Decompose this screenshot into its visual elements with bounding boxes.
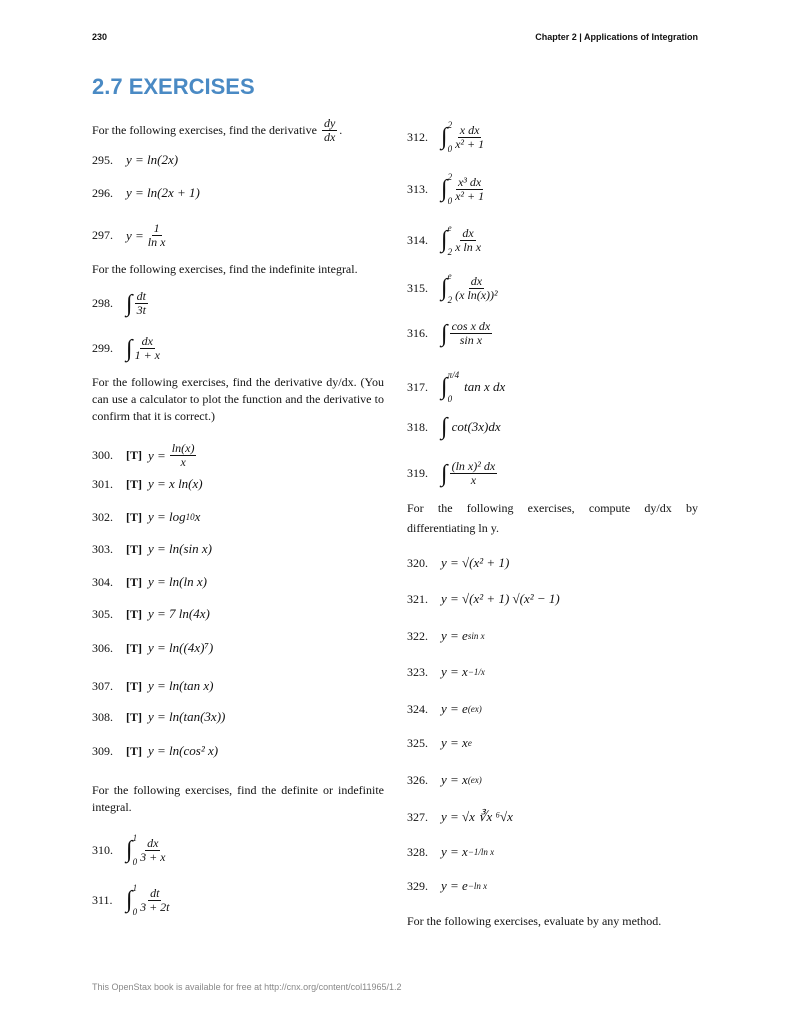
expr-text: y = ln(tan(3x)) xyxy=(148,709,226,724)
denominator: ln x xyxy=(147,235,166,249)
exercise-number: 319. xyxy=(407,466,428,480)
integral-sign-icon: ∫ xyxy=(441,176,448,202)
expr-text: y = √(x² + 1) √(x² − 1) xyxy=(441,591,560,606)
math-expression xyxy=(441,415,501,439)
footer-text: This OpenStax book is available for free at http://cnx.org/content/col11965/1.2 xyxy=(92,982,402,992)
expr-prefix: y = log xyxy=(148,509,186,524)
numerator: x³ dx xyxy=(457,174,482,189)
expr-base: y = x xyxy=(441,844,468,859)
intro-derivative: For the following exercises, find the derivative $\frac{dy}{dx}$ . xyxy=(92,116,343,144)
exercise-item xyxy=(92,678,213,694)
fraction xyxy=(455,227,481,254)
denominator: 3t xyxy=(136,303,146,317)
fraction xyxy=(135,335,160,362)
math-expression xyxy=(441,555,509,571)
denominator: 1 + x xyxy=(134,348,161,362)
integral xyxy=(441,370,505,404)
exercise-number: 317. xyxy=(407,379,428,394)
tech-tag: [T] xyxy=(126,541,142,556)
math-expression xyxy=(441,460,499,487)
lower-limit: 2 xyxy=(447,295,453,305)
math-expression xyxy=(441,772,482,788)
numerator: dt xyxy=(150,885,160,900)
upper-limit: 1 xyxy=(132,883,138,893)
math-expression xyxy=(148,574,207,590)
expr-text: y = ln(2x + 1) xyxy=(126,185,200,200)
exercise-item xyxy=(92,185,200,201)
tech-tag: [T] xyxy=(126,709,142,724)
exercise-number: 314. xyxy=(407,232,428,247)
exponent: −1/ln x xyxy=(467,847,495,857)
upper-limit: 2 xyxy=(447,172,453,182)
fraction xyxy=(140,837,165,864)
fraction xyxy=(455,124,484,151)
exercise-number: 302. xyxy=(92,509,113,524)
integral-limits xyxy=(448,370,460,404)
exercise-item xyxy=(92,152,178,168)
integral xyxy=(126,833,168,867)
fraction xyxy=(455,275,498,302)
exercise-item xyxy=(92,833,168,867)
math-expression xyxy=(148,678,213,694)
upper-limit: π/4 xyxy=(447,370,460,380)
tech-tag: [T] xyxy=(126,606,142,621)
exercise-item xyxy=(92,509,200,525)
exercise-number: 321. xyxy=(407,591,428,606)
lower-limit: 0 xyxy=(447,144,453,154)
math-expression xyxy=(441,271,500,305)
expr-text: y = ln(tan x) xyxy=(148,678,214,693)
tech-tag: [T] xyxy=(126,574,142,589)
exercise-item xyxy=(407,223,483,257)
upper-limit: 2 xyxy=(447,120,453,130)
upper-limit: e xyxy=(447,223,452,233)
lower-limit: 0 xyxy=(132,857,138,867)
numerator: dx xyxy=(147,835,159,850)
exercise-item xyxy=(407,809,513,825)
integral-sign-icon: ∫ xyxy=(441,275,448,301)
math-expression xyxy=(126,290,150,317)
integral xyxy=(441,172,486,206)
exercise-item xyxy=(407,460,499,487)
exercise-number: 326. xyxy=(407,772,428,787)
expr-text: y = √x ∛x ⁶√x xyxy=(441,809,513,824)
integral-sign-icon: ∫ xyxy=(441,124,448,150)
integral xyxy=(126,290,150,317)
exercise-item xyxy=(407,120,486,154)
exercise-number: 299. xyxy=(92,341,113,355)
exercise-item xyxy=(92,574,207,590)
expr-base: y = x xyxy=(441,772,468,787)
integral xyxy=(441,415,501,439)
integral-sign-icon: ∫ xyxy=(126,887,133,913)
expr-base: y = x xyxy=(441,664,468,679)
exercise-item xyxy=(407,370,505,404)
exercise-item xyxy=(92,290,150,317)
tech-tag: [T] xyxy=(126,476,142,491)
expr-prefix: y = xyxy=(148,447,166,463)
expr-base: y = e xyxy=(441,628,468,643)
expr-suffix: x xyxy=(194,509,201,524)
integral-sign-icon: ∫ xyxy=(126,837,133,863)
exercise-number: 298. xyxy=(92,296,113,310)
exercise-item xyxy=(407,735,472,751)
math-expression xyxy=(441,628,485,644)
chapter-header: Chapter 2 | Applications of Integration xyxy=(535,32,698,42)
denominator: x ln x xyxy=(455,239,482,254)
exercise-number: 309. xyxy=(92,743,113,758)
math-expression xyxy=(441,223,483,257)
exercise-number: 327. xyxy=(407,809,428,824)
math-expression xyxy=(441,701,482,717)
exercise-number: 297. xyxy=(92,228,113,242)
dy-dx-fraction xyxy=(322,117,337,144)
numerator: x dx xyxy=(459,122,480,137)
exercise-number: 328. xyxy=(407,844,428,859)
intro-indefinite: For the following exercises, find the indefinite integral. xyxy=(92,262,358,276)
numerator: dx xyxy=(462,225,474,240)
tech-tag: [T] xyxy=(126,448,142,462)
exercise-number: 311. xyxy=(92,892,113,907)
intro-log-diff: For the following exercises, compute dy/dx by differentiating ln y. xyxy=(407,501,698,535)
exercise-item xyxy=(407,415,501,439)
integral-limits xyxy=(448,223,453,257)
lower-limit: 2 xyxy=(447,247,453,257)
exercise-number: 310. xyxy=(92,842,113,857)
exponent: −ln x xyxy=(467,881,488,891)
expr-base: y = x xyxy=(441,735,468,750)
math-expression xyxy=(126,152,178,168)
intro-calculator: For the following exercises, find the derivative dy/dx. (You can use a calculator to plot the function and the derivative to confirm that it is correct.) xyxy=(92,375,384,423)
math-expression xyxy=(148,476,203,492)
exercise-item xyxy=(92,606,210,622)
math-expression xyxy=(148,709,225,725)
exercise-number: 303. xyxy=(92,541,113,556)
page-number: 230 xyxy=(92,32,108,42)
integral-sign-icon: ∫ xyxy=(441,320,448,347)
exercise-item xyxy=(407,878,487,894)
integrand: tan x dx xyxy=(464,379,506,394)
tech-tag: [T] xyxy=(126,640,142,655)
numerator: dy xyxy=(323,116,336,130)
math-expression xyxy=(148,743,218,759)
expr-text: y = ln(ln x) xyxy=(148,574,207,589)
expr-text: y = x ln(x) xyxy=(148,476,203,491)
integral-sign-icon: ∫ xyxy=(126,335,133,362)
exercise-item xyxy=(92,222,167,249)
lower-limit: 0 xyxy=(447,196,453,206)
exercise-number: 320. xyxy=(407,555,428,570)
fraction xyxy=(135,290,148,317)
integrand: cot(3x)dx xyxy=(451,419,501,434)
fraction xyxy=(148,222,166,249)
exercise-item xyxy=(407,271,500,305)
exercise-number: 325. xyxy=(407,735,428,750)
exercise-number: 315. xyxy=(407,280,428,295)
integral-sign-icon: ∫ xyxy=(126,290,133,317)
integral-limits xyxy=(133,883,138,917)
lower-limit: 0 xyxy=(132,907,138,917)
exponent: −1/x xyxy=(467,667,485,677)
exercise-number: 307. xyxy=(92,678,113,693)
math-expression xyxy=(441,809,513,825)
expr-text: y = ln(cos² x) xyxy=(148,743,219,758)
exercise-item xyxy=(92,640,213,656)
exercise-number: 313. xyxy=(407,181,428,196)
numerator: 1 xyxy=(153,221,160,235)
denominator: x² + 1 xyxy=(455,188,485,203)
denominator: x xyxy=(180,455,186,469)
exponent: (ex) xyxy=(467,775,482,785)
numerator: cos x dx xyxy=(451,319,491,333)
denominator: x xyxy=(470,473,477,487)
exercise-item xyxy=(407,628,485,644)
integral-limits xyxy=(448,120,453,154)
math-expression xyxy=(126,883,172,917)
numerator: ln(x) xyxy=(171,441,195,455)
fraction xyxy=(450,460,498,487)
exercise-number: 305. xyxy=(92,606,113,621)
math-expression xyxy=(126,335,162,362)
exercise-item xyxy=(407,701,482,717)
exercise-item xyxy=(407,664,485,680)
exercise-item xyxy=(92,883,172,917)
integral xyxy=(441,223,483,257)
math-expression xyxy=(126,833,168,867)
exercise-item xyxy=(407,172,486,206)
exercise-number: 329. xyxy=(407,878,428,893)
exercise-item xyxy=(407,844,494,860)
integral-limits xyxy=(133,833,138,867)
denominator: 3 + 2t xyxy=(140,899,170,914)
numerator: dt xyxy=(136,289,146,303)
exercise-number: 308. xyxy=(92,709,113,724)
exercise-item xyxy=(92,476,203,492)
denominator: sin x xyxy=(459,333,483,347)
integral-limits xyxy=(448,271,453,305)
upper-limit: e xyxy=(447,271,452,281)
exercise-item xyxy=(407,772,482,788)
expr-text: y = √(x² + 1) xyxy=(441,555,510,570)
fraction xyxy=(170,442,197,469)
lower-limit: 0 xyxy=(447,394,453,404)
exercise-number: 316. xyxy=(407,326,428,340)
exercise-item xyxy=(407,591,560,607)
math-expression xyxy=(126,185,200,201)
exercise-item xyxy=(92,743,218,759)
math-expression xyxy=(441,172,486,206)
math-expression xyxy=(148,541,212,557)
exercise-number: 324. xyxy=(407,701,428,716)
denominator: dx xyxy=(323,130,336,144)
exercise-number: 301. xyxy=(92,476,113,491)
exercise-item xyxy=(92,709,225,725)
exercise-number: 295. xyxy=(92,152,113,167)
math-expression xyxy=(148,509,200,525)
exercise-number: 318. xyxy=(407,419,428,434)
exercise-number: 300. xyxy=(92,448,113,462)
math-expression xyxy=(441,370,505,404)
integral xyxy=(441,460,499,487)
expr-prefix: y = xyxy=(126,227,144,243)
exercise-number: 322. xyxy=(407,628,428,643)
integral xyxy=(441,271,500,305)
subscript: 10 xyxy=(185,512,195,522)
exponent: sin x xyxy=(467,631,485,641)
section-title: 2.7 EXERCISES xyxy=(92,74,255,99)
expr-base: y = e xyxy=(441,701,468,716)
tech-tag: [T] xyxy=(126,509,142,524)
exercise-item xyxy=(407,555,509,571)
math-expression xyxy=(148,606,210,622)
math-expression xyxy=(441,591,560,607)
integral-sign-icon: ∫ xyxy=(441,414,448,440)
math-expression xyxy=(441,120,486,154)
math-expression xyxy=(441,664,485,680)
exercise-item xyxy=(92,335,162,362)
intro-evaluate: For the following exercises, evaluate by any method. xyxy=(407,914,662,928)
intro-definite: For the following exercises, find the definite or indefinite integral. xyxy=(92,783,384,814)
exercise-item xyxy=(92,442,198,469)
tech-tag: [T] xyxy=(126,678,142,693)
exercise-item xyxy=(92,541,212,557)
expr-base: y = e xyxy=(441,878,468,893)
exponent: (ex) xyxy=(467,704,482,714)
expr-text: y = ln(sin x) xyxy=(148,541,213,556)
integral-sign-icon: ∫ xyxy=(441,460,448,487)
denominator: 3 + x xyxy=(140,849,166,864)
integral xyxy=(441,120,486,154)
tech-tag: [T] xyxy=(126,743,142,758)
denominator: (x ln(x))² xyxy=(455,287,498,302)
integral-sign-icon: ∫ xyxy=(441,227,448,253)
integral xyxy=(126,883,172,917)
integral xyxy=(126,335,162,362)
expr-text: y = ln((4x)⁷) xyxy=(148,640,214,655)
exercise-number: 323. xyxy=(407,664,428,679)
exercise-number: 304. xyxy=(92,574,113,589)
numerator: dx xyxy=(470,273,483,288)
exercise-item xyxy=(407,320,494,347)
math-expression xyxy=(148,640,213,656)
fraction xyxy=(455,176,484,203)
integral xyxy=(441,320,494,347)
math-expression xyxy=(441,735,472,751)
math-expression xyxy=(441,878,487,894)
fraction xyxy=(140,887,169,914)
fraction xyxy=(450,320,493,347)
upper-limit: 1 xyxy=(132,833,138,843)
math-expression xyxy=(441,844,494,860)
exercise-number: 306. xyxy=(92,640,113,655)
exercise-number: 296. xyxy=(92,185,113,200)
intro-text: For the following exercises, find the derivative xyxy=(92,123,317,137)
numerator: (ln x)² dx xyxy=(451,459,496,473)
integral-sign-icon: ∫ xyxy=(441,374,448,400)
exercise-number: 312. xyxy=(407,129,428,144)
math-expression xyxy=(148,442,198,469)
expr-text: y = 7 ln(4x) xyxy=(148,606,210,621)
expr-text: y = ln(2x) xyxy=(126,152,179,167)
integral-limits xyxy=(448,172,453,206)
math-expression xyxy=(441,320,494,347)
exponent: e xyxy=(467,738,472,748)
denominator: x² + 1 xyxy=(455,136,485,151)
math-expression xyxy=(126,222,167,249)
numerator: dx xyxy=(141,334,153,348)
